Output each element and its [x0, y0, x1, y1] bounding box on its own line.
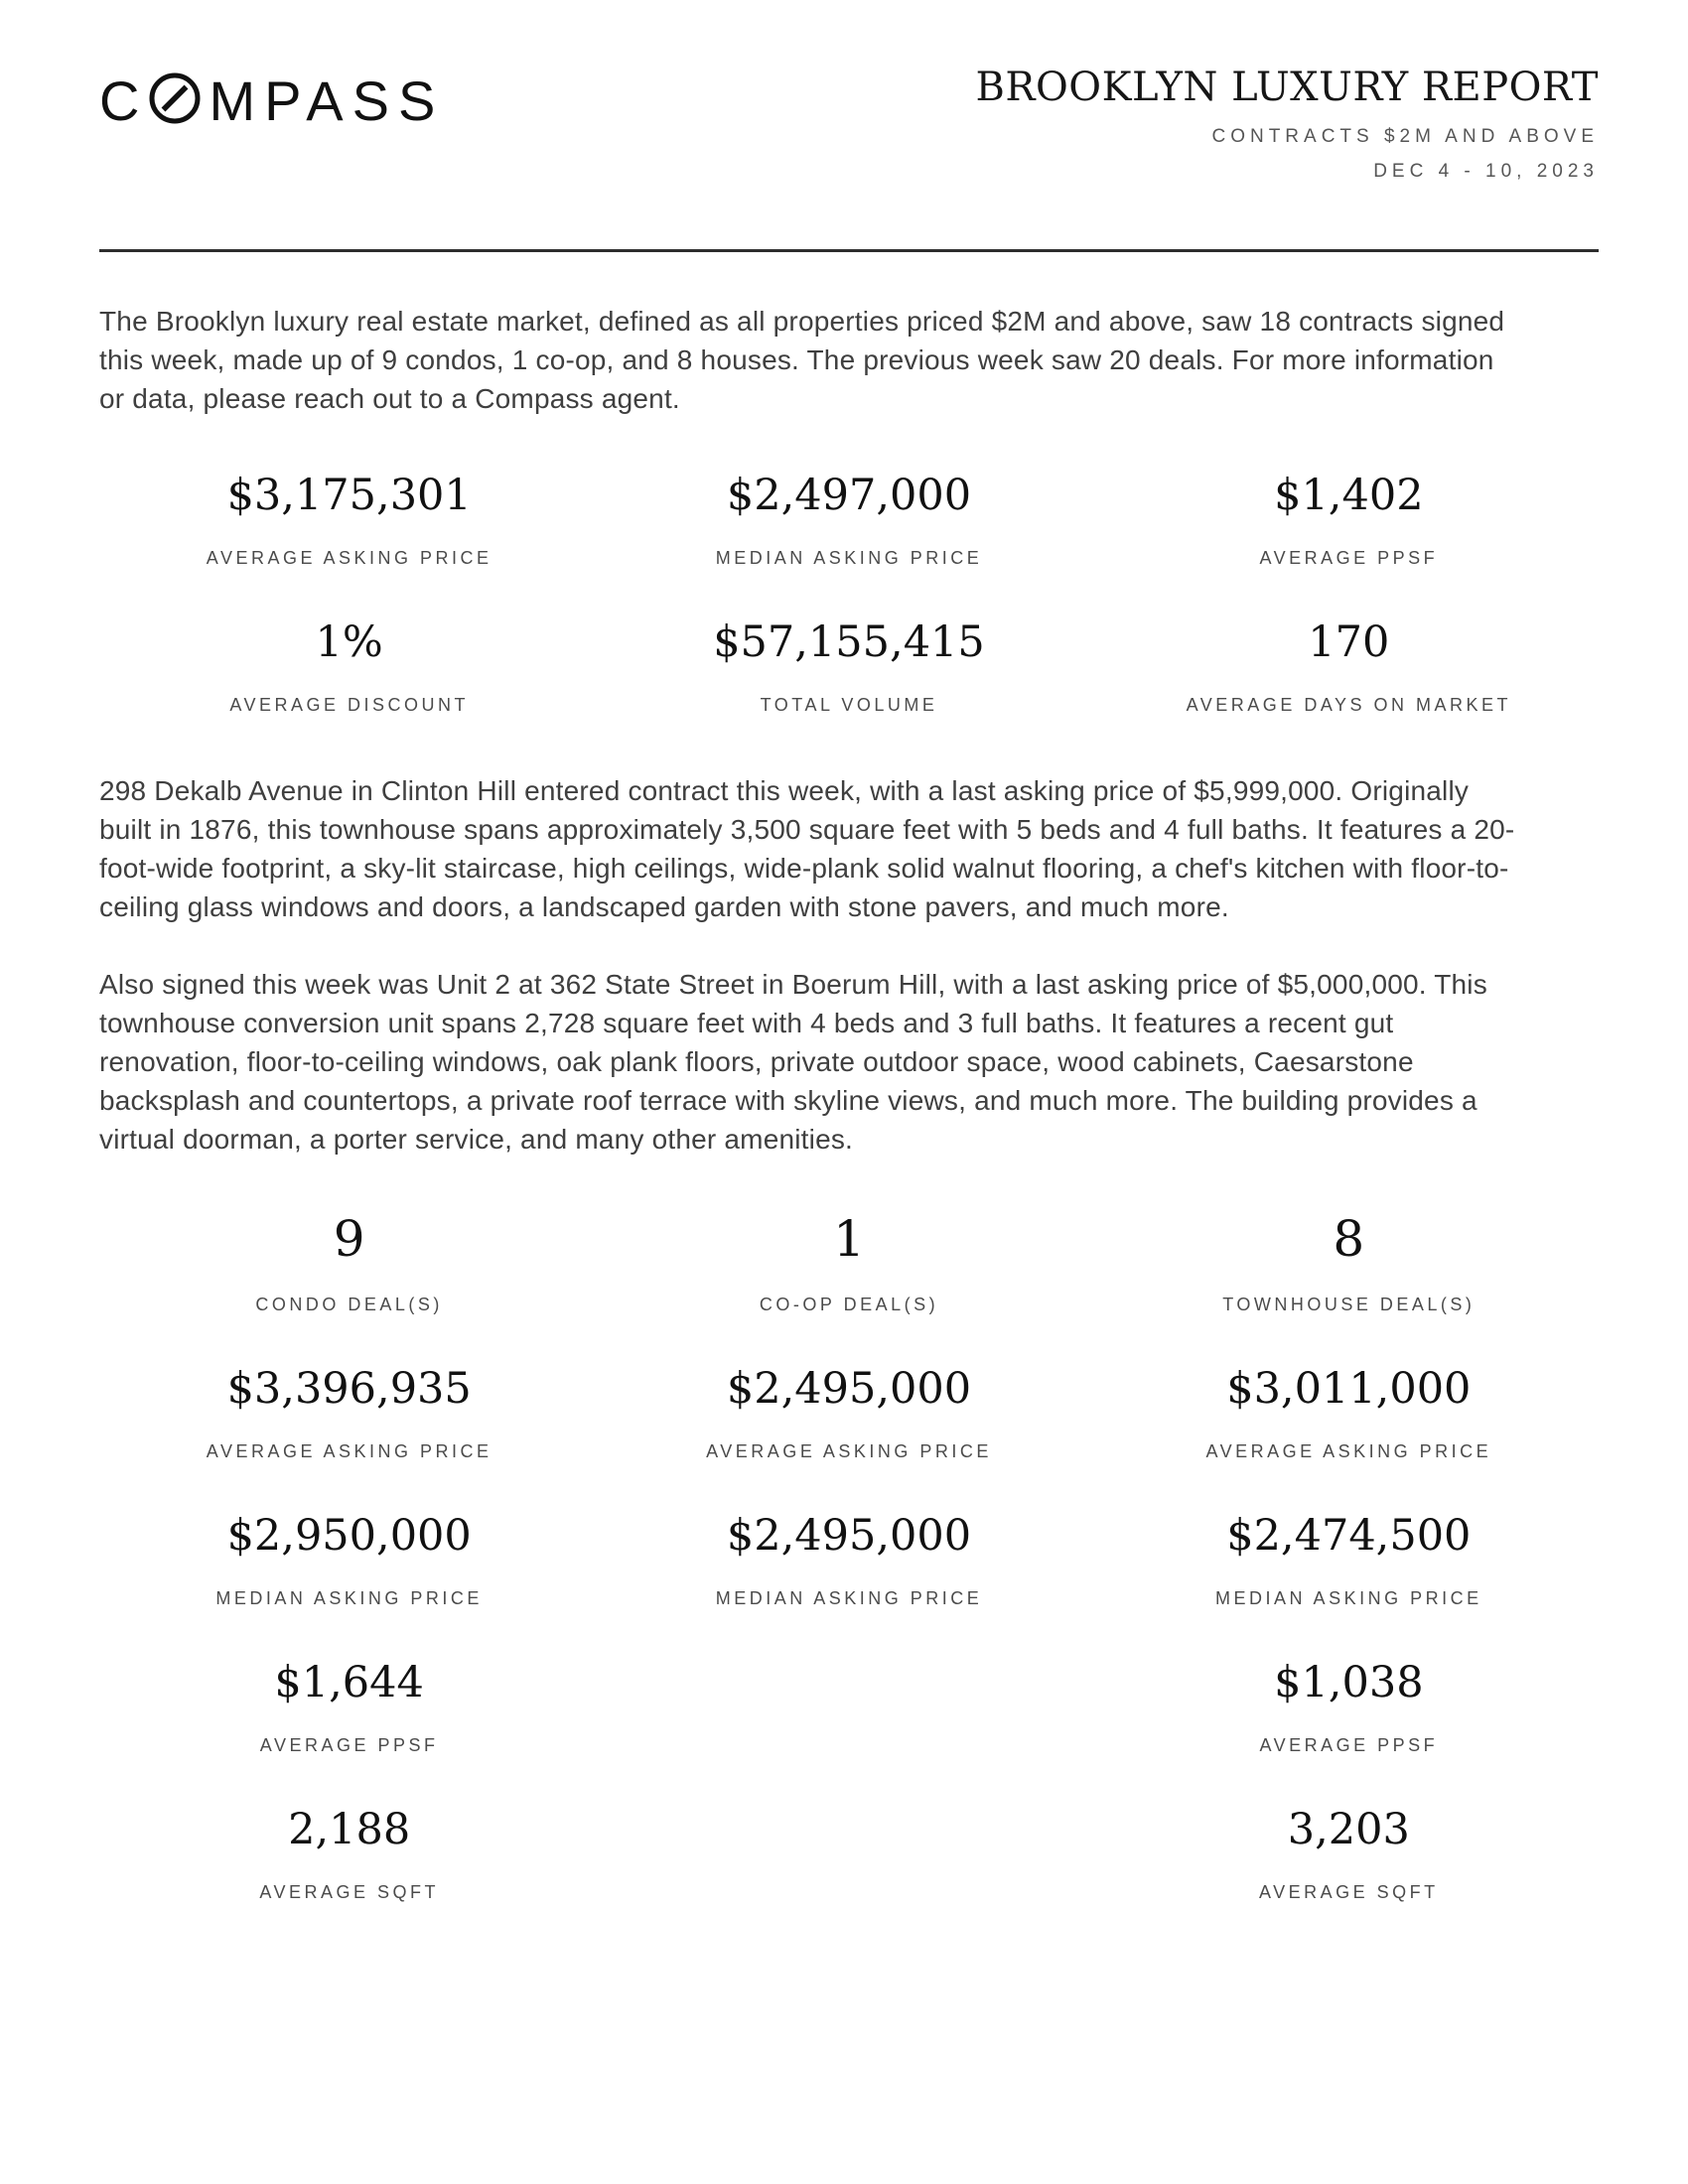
- stat-label: AVERAGE SQFT: [259, 1882, 440, 1902]
- stat-value: $2,497,000: [726, 471, 972, 520]
- stat-label: AVERAGE DAYS ON MARKET: [1186, 695, 1512, 715]
- stat-label: AVERAGE PPSF: [1259, 548, 1439, 568]
- stat-median-asking-price: [599, 470, 1098, 569]
- stat-value: 2,188: [288, 1805, 411, 1854]
- stat-value: 170: [1308, 617, 1390, 667]
- stat-townhouse-average-sqft: [1099, 1804, 1599, 1903]
- stat-value: $2,950,000: [226, 1511, 472, 1561]
- report-subtitle: CONTRACTS $2M AND ABOVE: [1211, 126, 1599, 147]
- stat-label: MEDIAN ASKING PRICE: [215, 1588, 483, 1608]
- header-meta: [975, 58, 1599, 184]
- stat-value: $2,495,000: [726, 1364, 972, 1414]
- stat-label: CONDO DEAL(S): [255, 1295, 443, 1314]
- stat-label: TOTAL VOLUME: [760, 695, 938, 715]
- stat-label: AVERAGE ASKING PRICE: [206, 548, 492, 568]
- stat-coop-deals: [599, 1210, 1098, 1315]
- report-date-range: DEC 4 - 10, 2023: [1373, 161, 1599, 182]
- stat-value: 3,203: [1287, 1805, 1410, 1854]
- stat-label: AVERAGE PPSF: [259, 1735, 439, 1755]
- stat-label: AVERAGE ASKING PRICE: [706, 1441, 992, 1461]
- stat-value: $3,011,000: [1226, 1364, 1472, 1414]
- stat-condo-average-asking-price: [99, 1363, 599, 1462]
- stat-average-discount: [99, 616, 599, 716]
- compass-logo: [99, 69, 444, 133]
- logo-letters-mpass: MPASS: [209, 69, 445, 132]
- stat-label: CO-OP DEAL(S): [759, 1295, 939, 1314]
- stat-value: $57,155,415: [713, 617, 985, 667]
- stat-coop-average-asking-price: [599, 1363, 1098, 1462]
- header: [99, 58, 1599, 184]
- stat-value: $2,495,000: [726, 1511, 972, 1561]
- stat-label: MEDIAN ASKING PRICE: [1215, 1588, 1482, 1608]
- stat-label: AVERAGE ASKING PRICE: [206, 1441, 492, 1461]
- logo-letter-c: C: [99, 69, 149, 132]
- intro-paragraph: The Brooklyn luxury real estate market, defined as all properties priced $2M and above, saw 18 contracts signed this week, made up of 9 condos, 1 co-op, and 8 houses. The previous week saw 20 deals. For more information or data, please reach out to a Compass agent.: [99, 306, 1505, 414]
- stat-townhouse-median-asking-price: [1099, 1510, 1599, 1609]
- compass-o-icon: [148, 71, 202, 125]
- stat-value: $1,644: [274, 1658, 424, 1707]
- stat-condo-deals: [99, 1210, 599, 1315]
- stat-total-volume: [599, 616, 1098, 716]
- stat-label: MEDIAN ASKING PRICE: [715, 1588, 983, 1608]
- stat-average-days-on-market: [1099, 616, 1599, 716]
- stat-value: $2,474,500: [1226, 1511, 1472, 1561]
- stat-value: 8: [1333, 1210, 1365, 1268]
- stat-condo-average-sqft: [99, 1804, 599, 1903]
- stat-average-ppsf: [1099, 470, 1599, 569]
- header-divider: [99, 249, 1599, 252]
- stat-townhouse-average-asking-price: [1099, 1363, 1599, 1462]
- stat-coop-median-asking-price: [599, 1510, 1098, 1609]
- stat-label: AVERAGE SQFT: [1258, 1882, 1439, 1902]
- stat-label: AVERAGE PPSF: [1259, 1735, 1439, 1755]
- featured-paragraph-1: 298 Dekalb Avenue in Clinton Hill entered contract this week, with a last asking price of $5,999,000. Originally built in 1876, this townhouse spans approximately 3,500 square feet with 5 beds and 4 full baths. It features a 20-foot-wide footprint, a sky-lit staircase, high ceilings, wide-plank solid walnut flooring, a chef's kitchen with floor-to-ceiling glass windows and doors, a landscaped garden with stone pavers, and much more.: [99, 775, 1515, 922]
- stat-value: 1%: [315, 617, 383, 667]
- stat-value: $1,402: [1274, 471, 1424, 520]
- stat-value: $3,175,301: [226, 471, 472, 520]
- empty-cell: [599, 1657, 1098, 1756]
- stat-value: $3,396,935: [226, 1364, 472, 1414]
- report-title: BROOKLYN LUXURY REPORT: [975, 65, 1599, 110]
- stat-value: 9: [333, 1210, 365, 1268]
- summary-stats-grid: [99, 470, 1599, 716]
- stat-condo-average-ppsf: [99, 1657, 599, 1756]
- stat-label: TOWNHOUSE DEAL(S): [1222, 1295, 1476, 1314]
- stat-label: MEDIAN ASKING PRICE: [715, 548, 983, 568]
- stat-label: AVERAGE DISCOUNT: [229, 695, 470, 715]
- stat-label: AVERAGE ASKING PRICE: [1205, 1441, 1492, 1461]
- stat-townhouse-deals: [1099, 1210, 1599, 1315]
- stat-value: $1,038: [1274, 1658, 1424, 1707]
- empty-cell: [599, 1804, 1098, 1903]
- stat-value: 1: [833, 1210, 865, 1268]
- featured-paragraph-2: Also signed this week was Unit 2 at 362 State Street in Boerum Hill, with a last asking price of $5,000,000. This townhouse conversion unit spans 2,728 square feet with 4 beds and 3 full baths. It features a recent gut renovation, floor-to-ceiling windows, oak plank floors, private outdoor space, wood cabinets, Caesarstone backsplash and countertops, a private roof terrace with skyline views, and much more. The building provides a virtual doorman, a porter service, and many other amenities.: [99, 969, 1487, 1155]
- segment-stats-grid: [99, 1210, 1599, 1903]
- stat-condo-median-asking-price: [99, 1510, 599, 1609]
- stat-townhouse-average-ppsf: [1099, 1657, 1599, 1756]
- stat-average-asking-price: [99, 470, 599, 569]
